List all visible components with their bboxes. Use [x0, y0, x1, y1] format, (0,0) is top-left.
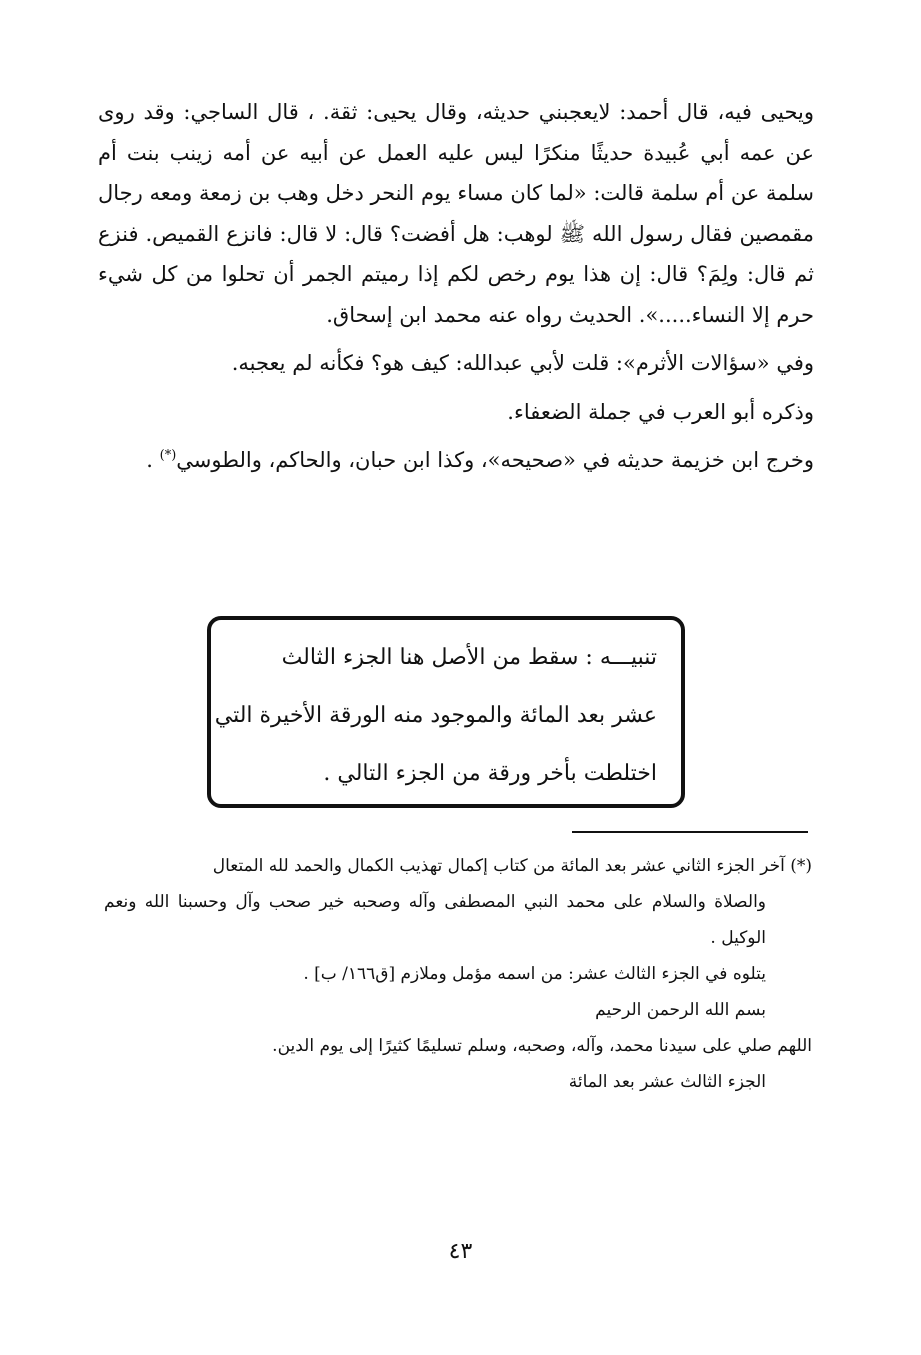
footnote-salutation: والصلاة والسلام على محمد النبي المصطفى وآله وصحبه خير صحب وآل وحسبنا الله ونعم الوكيل .	[104, 892, 766, 948]
footnote-prayer: اللهم صلي على سيدنا محمد، وآله، وصحبه، وسلم تسليمًا كثيرًا إلى يوم الدين.	[272, 1036, 812, 1056]
notice-line-3: اختلطت بأخر ورقة من الجزء التالي .	[323, 761, 657, 786]
footnotes	[104, 848, 812, 1100]
footnote-marker: (*)	[159, 448, 177, 463]
paragraph-abu-al-arab: وذكره أبو العرب في جملة الضعفاء.	[507, 399, 814, 424]
footnote-end-of-part: (*) آخر الجزء الثاني عشر بعد المائة من كتاب إكمال تهذيب الكمال والحمد لله المتعال	[212, 856, 812, 876]
paragraph-athram-questions: وفي «سؤالات الأثرم»: قلت لأبي عبدالله: كيف هو؟ فكأنه لم يعجبه.	[231, 351, 814, 375]
footnote-part-title: الجزء الثالث عشر بعد المائة	[568, 1072, 766, 1092]
paragraph-ibn-khuzayma-text: وخرج ابن خزيمة حديثه في «صحيحه»، وكذا ابن حبان، والحاكم، والطوسي	[176, 448, 814, 472]
main-text	[98, 92, 814, 481]
page-number: ٤٣	[448, 1239, 473, 1264]
paragraph-ibn-khuzayma-end: .	[146, 448, 160, 472]
footnote-basmala: بسم الله الرحمن الرحيم	[595, 1000, 766, 1020]
notice-box	[207, 616, 685, 808]
footnote-separator	[572, 831, 808, 833]
notice-line-2: عشر بعد المائة والموجود منه الورقة الأخيرة التي	[214, 703, 657, 728]
footnote-next-part: يتلوه في الجزء الثالث عشر: من اسمه مؤمل وملازم [ق١٦٦/ ب] .	[303, 964, 766, 984]
notice-line-1: تنبيـــه : سقط من الأصل هنا الجزء الثالث	[281, 645, 657, 670]
paragraph-ibn-khuzayma	[98, 440, 814, 481]
paragraph-saji-hadith: ويحيى فيه، قال أحمد: لايعجبني حديثه، وقال يحيى: ثقة. ، قال الساجي: وقد روى عن عمه أبي عُبيدة حديثًا منكرًا ليس عليه العمل عن أبيه عن أمه زينب بنت أم سلمة عن أم سلمة قالت: «لما كان مساء يوم النحر دخل وهب بن زمعة ومعه رجال مقمصين فقال رسول الله ﷺ لوهب: هل أفضت؟ قال: لا قال: فانزع القميص. فنزع ثم قال: ولِمَ؟ قال: إن هذا يوم رخص لكم إذا رميتم الجمر أن تحلوا من كل شيء حرم إلا النساء.....». الحديث رواه عنه محمد ابن إسحاق.	[98, 100, 814, 327]
